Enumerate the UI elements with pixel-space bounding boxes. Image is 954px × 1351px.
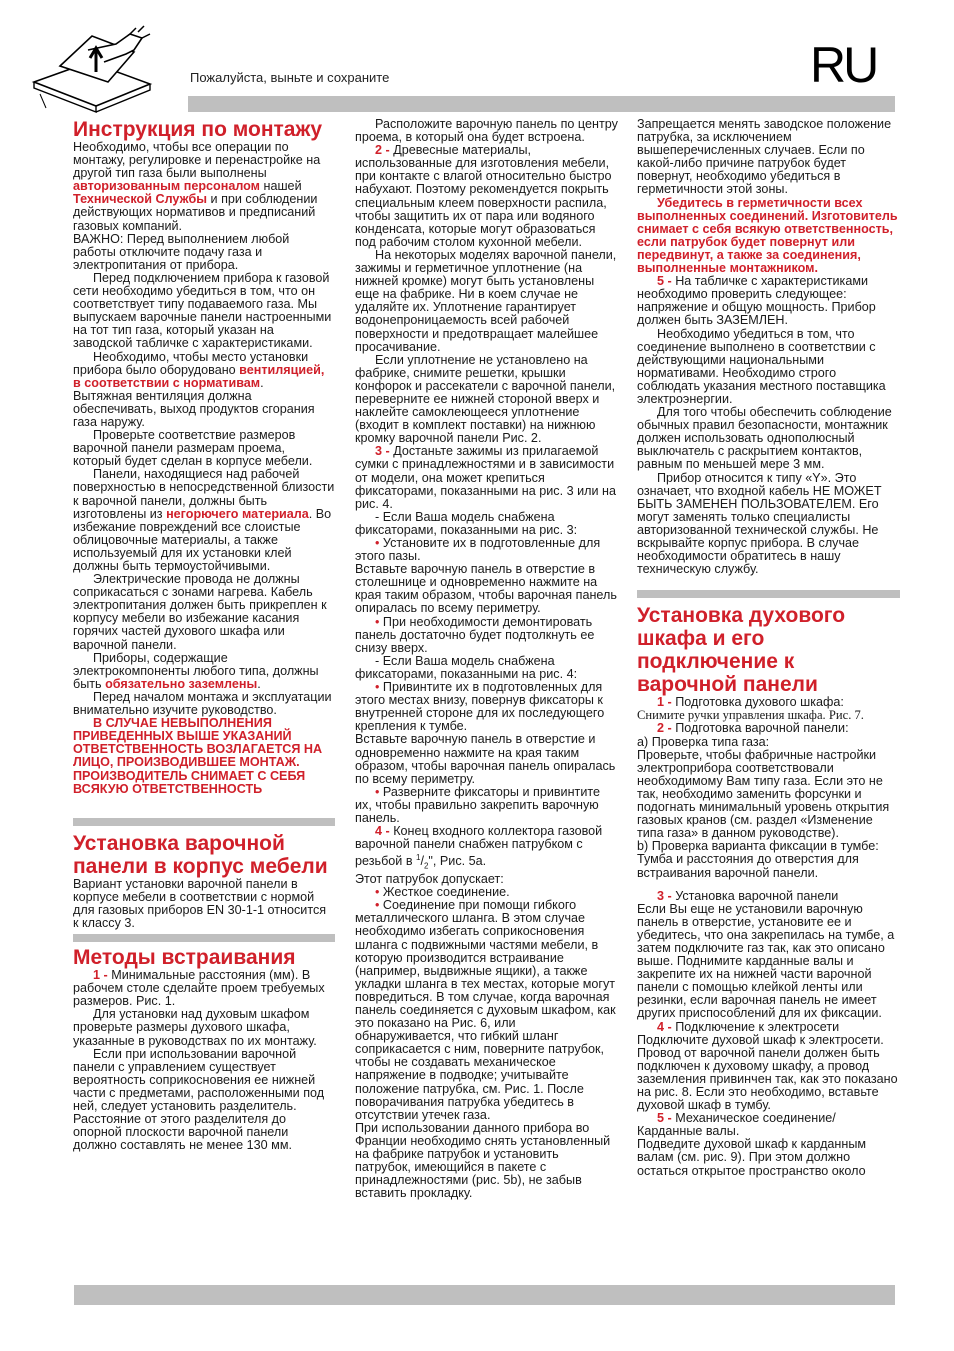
paragraph: Для установки над духовым шкафом проверьте размеры духового шкафа, указанные в руководствах по их монтажу. (73, 1007, 317, 1048)
paragraph: Необходимо убедиться в том, что соединение выполнено в соответствии с действующими национальными нормативами. Необходимо строго соблюдать указания местного поставщика электроэнергии. (637, 326, 886, 406)
heading-oven-installation: Установка духового шкафа и его подключение к варочной панели (637, 604, 846, 697)
paragraph: Запрещается менять заводское положение патрубка, за исключением вышеперечисленных случаев. Если по какой-либо причине патрубок будет повернут, необходимо убедиться в герметичности этой зоны. (637, 117, 892, 197)
paragraph: - Если Ваша модель снабжена фиксаторами, показанными на рис. 3: (355, 509, 578, 537)
paragraph: Если уплотнение не установлено на фабрике, снимите решетки, крышки конфорок и рассекатели с варочной панели, переверните ее нижней стороной вверх и наклейте самоклеющееся уплотнение (входит в комплект поставки) на нижнюю кромку варочной панели Рис. 2. (355, 352, 616, 446)
paragraph: Если при использовании варочной панели с управлением существует вероятность соприкосновения ее нижней части с предметами, расположенными под ней, следует установить разделитель. Расстояние от этого разделителя до опорной плоскости варочной панели должно составлять не менее 130 мм. (73, 1046, 325, 1153)
paragraph: Этот патрубок допускает: (355, 872, 504, 887)
paragraph: Если Вы еще не установили варочную панель в отверстие, установите ее и убедитесь, что она закрепилась на тумбе, а затем подключите газ так, как это описано выше. Поднимите карданные валы и закрепите их на нижней части варочной панели с помощью клейкой ленты или резинки, если варочная панель не имеет других приспособлений для их фиксации. (637, 901, 895, 1021)
paragraph: Вытяжная вентиляция должна обеспечивать, выход продуктов сгорания газа наружу. (73, 388, 315, 429)
paragraph: Проверьте соответствие размеров варочной панели размерам проема, который будет сделан в корпусе мебели. (73, 428, 313, 469)
column-1 (73, 118, 335, 1152)
paragraph: Панели, находящиеся над рабочей поверхностью в непосредственной близости к варочной панели, должны быть изготовлены из негорючего материала. Во избежание повреждений все слоистые облицовочные материалы, а также используемый для их установки клей должны быть термоустойчивыми. (73, 467, 335, 573)
paragraph: На некоторых моделях варочной панели, зажимы и герметичное уплотнение (на нижней кромке) могут быть установлены еще на фабрике. Ни в коем случае не удаляйте их. Уплотнение гарантирует водонепроницаемость всей рабочей поверхности и предотвращает малейшее просачивание. (355, 247, 617, 354)
paragraph: Подведите духовой шкаф к карданным валам (см. рис. 9). При этом должно остаться открытое пространство около (637, 1137, 867, 1178)
paragraph: Расположите варочную панель по центру проема, в который она будет встроена. (355, 117, 618, 145)
heading-installation: Инструкция по монтажу (73, 118, 323, 141)
paragraph: Приборы, содержащие электрокомпоненты любого типа, должны быть обязательно заземлены. (73, 650, 319, 691)
paragraph: 2 - Подготовка варочной панели: (657, 721, 849, 736)
section-divider (637, 590, 900, 598)
list-item: • Привинтите их в подготовленных для этого местах внизу, повернув фиксаторы к внутренней стороне для их последующего крепления к тумбе. (355, 680, 605, 734)
paragraph: Электрические провода не должны соприкасаться с зонами нагрева. Кабель электропитания должен быть прикреплен к корпусу мебели во избежание касания горячих частей духового шкафа или варочной панели. (73, 572, 327, 652)
paragraph: b) Проверка варианта фиксации в тумбе: (637, 839, 879, 854)
paragraph: Прибор относится к типу «Y». Это означает, что входной кабель НЕ МОЖЕТ БЫТЬ ЗАМЕНЕН ПОЛЬЗОВАТЕЛЕМ. Его могут заменять только специалисты авторизованной технической службы. Не вскрывайте корпус прибора. В случае необходимости обратитесь в нашу техническую службу. (637, 470, 882, 577)
list-item: • При необходимости демонтировать панель достаточно будет подтолкнуть ее снизу вверх. (355, 614, 595, 655)
paragraph: 5 - На табличке с характеристиками необходимо проверить следующее: напряжение и общую мощность. Прибор должен быть ЗАЗЕМЛЕН. (637, 274, 876, 328)
paragraph: Перед началом монтажа и эксплуатации внимательно изучите руководство. (73, 689, 332, 718)
paragraph: Проверьте, чтобы фабричные настройки электроприбора соответствовали необходимому Вам типу газа. Если это не так, необходимо заменить форсунки и подогнать минимальный уровень открытия газовых кранов (см. раздел «Изменение типа газа» в данном руководстве). (637, 747, 890, 841)
heading-cabinet-installation: Установка варочной панели в корпус мебели (73, 831, 328, 878)
list-item: • Жесткое соединение. (375, 885, 510, 900)
paragraph: 1 - Подготовка духового шкафа: (657, 695, 844, 710)
paragraph: При использовании данного прибора во Франции необходимо снять установленный на фабрике патрубок и установить патрубок, имеющийся в пакете с принадлежностями (рис. 5b), не забыв вставить прокладку. (355, 1120, 611, 1201)
paragraph: Вариант установки варочной панели в корпусе мебели в соответствии с нормой для газовых приборов EN 30-1-1 относится к классу 3. (73, 876, 327, 930)
warning-text: Убедитесь в герметичности всех выполненных соединений. Изготовитель снимает с себя всякую ответственность, если патрубок будет повернут или передвинут, а также за соединения, выполненные монтажником. (637, 195, 898, 276)
list-item: • Установите их в подготовленные для этого пазы. (355, 536, 601, 564)
paragraph: Необходимо, чтобы место установки прибора было оборудовано вентиляцией, в соответствии с нормативам. (73, 349, 325, 390)
paragraph: 2 - Древесные материалы, использованные для изготовления мебели, при контакте с влагой относительно быстро набухают. Поэтому рекомендуется покрыть специальным клеем поверхности распила, чтобы защитить их от пара или водяного конденсата, которые могут образоваться под рабочим столом кухонной мебели. (355, 143, 612, 249)
column-3 (637, 118, 900, 1178)
paragraph: Необходимо, чтобы все операции по монтажу, регулировке и перенастройке на другой тип газа были выполнены авторизованным персоналом нашей Технической Службы и при соблюдении действующих нормативов и предписаний газовых компаний. (73, 140, 321, 233)
paragraph: ВАЖНО: Перед выполнением любой работы отключите подачу газа и электропитания от прибора. (73, 231, 290, 272)
paragraph: 5 - Механическое соединение/ Карданные валы. (637, 1111, 836, 1139)
heading-methods: Методы встраивания (73, 946, 296, 970)
column-2 (355, 118, 618, 1200)
paragraph: 1 - Минимальные расстояния (мм). В рабочем столе сделайте проем требуемых размеров. Рис. 1. (73, 968, 325, 1009)
paragraph: 3 - Установка варочной панели (657, 888, 839, 903)
warning-text: В СЛУЧАЕ НЕВЫПОЛНЕНИЯ ПРИВЕДЕННЫХ ВЫШЕ УКАЗАНИЙ ОТВЕТСТВЕННОСТЬ ВОЗЛАГАЕТСЯ НА ЛИЦО, ПРОИЗВОДИВШЕЕ МОНТАЖ. ПРОИЗВОДИТЕЛЬ СНИМАЕТ С СЕБЯ ВСЯКУЮ ОТВЕТСТВЕННОСТЬ (73, 716, 323, 796)
hand-document-logo-icon (30, 22, 160, 114)
paragraph: Перед подключением прибора к газовой сети необходимо убедиться в том, что он соответствует типу подаваемого газа. Мы выпускаем варочные панели настроенными на тот тип газа, который указан на заводской табличке с характеристиками. (73, 270, 332, 351)
list-item: • Разверните фиксаторы и привинтите их, чтобы правильно закрепить варочную панель. (355, 784, 600, 825)
bottom-divider-bar (74, 1285, 895, 1305)
section-divider (73, 934, 335, 942)
paragraph: Провод от варочной панели должен быть подключен к духовому шкафу, а провод заземления привинчен так, как это показано на рис. 8. Если это необходимо, вставьте духовой шкаф в тумбу. (637, 1045, 898, 1113)
paragraph: Для того чтобы обеспечить соблюдение обычных правил безопасности, монтажник должен использовать однополюсный выключатель с раскрытием контактов, равным по меньшей мере 3 мм. (637, 405, 892, 472)
paragraph: 4 - Подключение к электросети (657, 1019, 840, 1034)
paragraph: 4 - Конец входного коллектора газовой варочной панели снабжен патрубком с резьбой в $^1/_2$", Рис. 5а. (355, 824, 603, 871)
paragraph: - Если Ваша модель снабжена фиксаторами, показанными на рис. 4: (355, 653, 578, 681)
paragraph: а) Проверка типа газа: (637, 734, 770, 749)
language-code: RU (810, 37, 877, 93)
list-item: • Соединение при помощи гибкого металлического шланга. В этом случае необходимо избегать соприкосновения шланга с подвижными частями мебели, в которую производится встраивание (например, выдвижные ящики), а также укладки шланга в тех местах, которые могут повредиться. В том случае, когда варочная панель соединяется с духовым шкафом, как это показано на Рис. 6, или обнаруживается, что гибкий шланг соприкасается с ним, поверните патрубок, чтобы не создавать механическое напряжение в подводке; учитывайте положение патрубка, см. Рис. 1. После поворачивания патрубка убедитесь в отсутствии утечек газа. (355, 898, 616, 1122)
paragraph: Вставьте варочную панель в отверстие и одновременно нажмите на края таким образом, чтобы варочная панель опиралась по всему периметру. (355, 732, 616, 786)
paragraph: Тумба и расстояния до отверстия для встраивания варочной панели. (637, 852, 859, 880)
section-divider (73, 818, 335, 826)
paragraph: Снимите ручки управления шкафа. Рис. 7. (637, 708, 864, 723)
paragraph: 3 - Достаньте зажимы из прилагаемой сумки с принадлежностями и в зависимости от модели, она может крепиться фиксаторами, показанными на рис. 3 или на рис. 4. (355, 444, 616, 511)
paragraph: Вставьте варочную панель в отверстие в столешнице и одновременно нажмите на края таким образом, чтобы варочная панель опиралась по всему периметру. (355, 562, 617, 616)
header-note: Пожалуйста, выньте и сохраните (190, 70, 390, 85)
paragraph: Подключите духовой шкаф к электросети. (637, 1032, 884, 1047)
top-divider-bar (188, 96, 895, 112)
